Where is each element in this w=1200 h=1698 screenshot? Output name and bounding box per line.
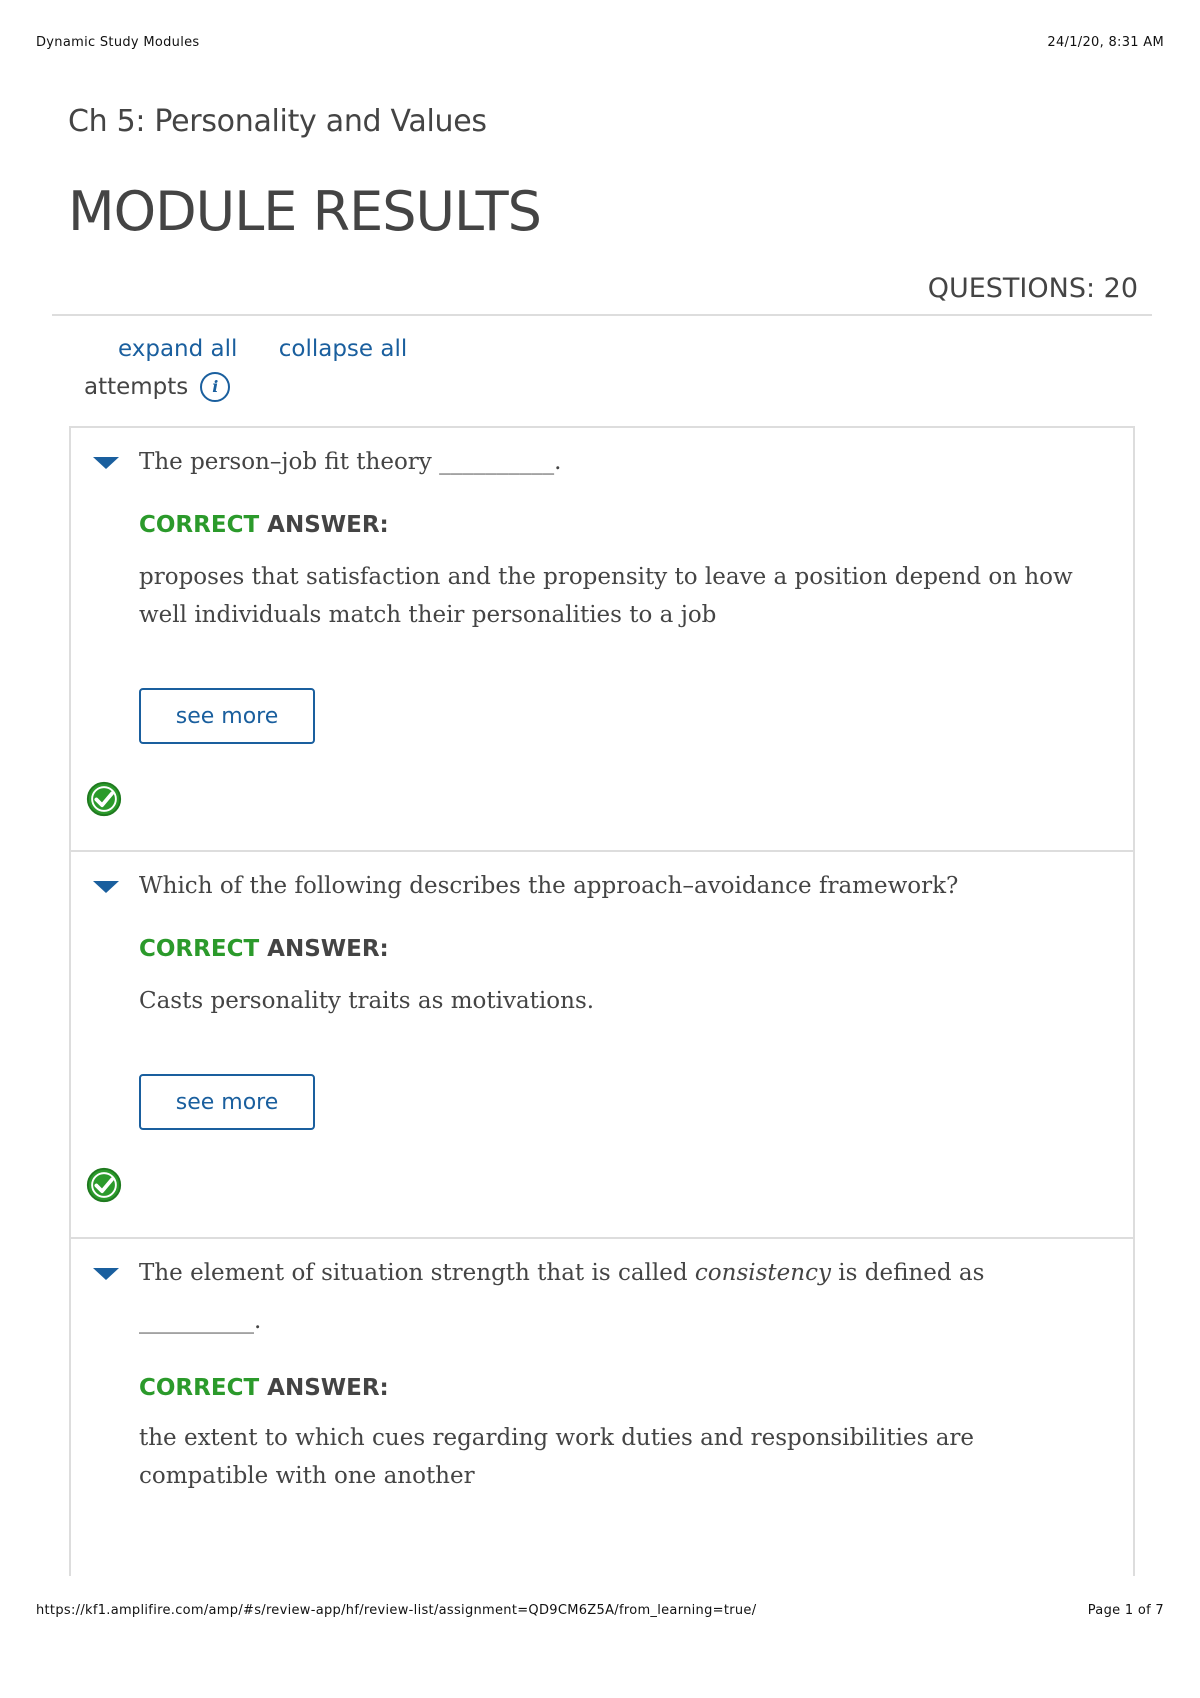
- correct-answer-label: [139, 936, 389, 962]
- print-footer-url: https://kf1.amplifire.com/amp/#s/review-app/hf/review-list/assignment=QD9CM6Z5A/from_learning=true/: [36, 1603, 757, 1618]
- check-circle-icon: [85, 780, 123, 818]
- caret-down-icon[interactable]: [93, 881, 119, 893]
- question-prompt-emphasis: consistency: [694, 1260, 831, 1286]
- caret-down-icon[interactable]: [93, 1268, 119, 1280]
- expand-all-link[interactable]: expand all: [118, 336, 238, 362]
- print-footer: [36, 1603, 1164, 1618]
- info-icon[interactable]: i: [200, 372, 230, 402]
- answer-text: the extent to which cues regarding work duties and responsibilities are compatible with one another: [139, 1425, 975, 1489]
- page-title: MODULE RESULTS: [68, 180, 541, 243]
- answer-word: ANSWER:: [267, 1375, 389, 1401]
- answer-text: Casts personality traits as motivations.: [139, 988, 595, 1014]
- question-card: [71, 1239, 1133, 1576]
- question-prompt-before: The element of situation strength that is called: [139, 1260, 695, 1286]
- results-list: [69, 426, 1135, 1576]
- question-prompt-after: is defined as __________.: [139, 1260, 985, 1334]
- caret-down-icon[interactable]: [93, 457, 119, 469]
- attempts-label: attempts: [84, 374, 189, 400]
- correct-answer-label: [139, 512, 389, 538]
- attempts-row: [84, 372, 230, 402]
- question-prompt: [139, 1249, 1093, 1345]
- question-card: [71, 428, 1133, 852]
- correct-word: CORRECT: [139, 1375, 260, 1401]
- correct-word: CORRECT: [139, 512, 260, 538]
- print-header: [36, 35, 1164, 50]
- question-prompt: Which of the following describes the approach–avoidance framework?: [139, 873, 959, 899]
- course-title: Ch 5: Personality and Values: [68, 104, 487, 139]
- expand-collapse-controls: [118, 336, 441, 362]
- answer-text: proposes that satisfaction and the propensity to leave a position depend on how well individuals match their personalities to a job: [139, 564, 1073, 628]
- questions-count: QUESTIONS: 20: [927, 273, 1138, 304]
- header-divider: [52, 314, 1152, 316]
- check-circle-icon: [85, 1166, 123, 1204]
- question-prompt: The person–job fit theory __________.: [139, 449, 562, 475]
- print-header-title: Dynamic Study Modules: [36, 35, 200, 50]
- see-more-button[interactable]: see more: [139, 1074, 315, 1130]
- collapse-all-link[interactable]: collapse all: [278, 336, 408, 362]
- question-card: [71, 852, 1133, 1239]
- answer-word: ANSWER:: [267, 936, 389, 962]
- see-more-button[interactable]: see more: [139, 688, 315, 744]
- print-footer-page: Page 1 of 7: [1087, 1603, 1164, 1618]
- print-header-date: 24/1/20, 8:31 AM: [1047, 35, 1164, 50]
- answer-word: ANSWER:: [267, 512, 389, 538]
- correct-answer-label: [139, 1375, 389, 1401]
- correct-word: CORRECT: [139, 936, 260, 962]
